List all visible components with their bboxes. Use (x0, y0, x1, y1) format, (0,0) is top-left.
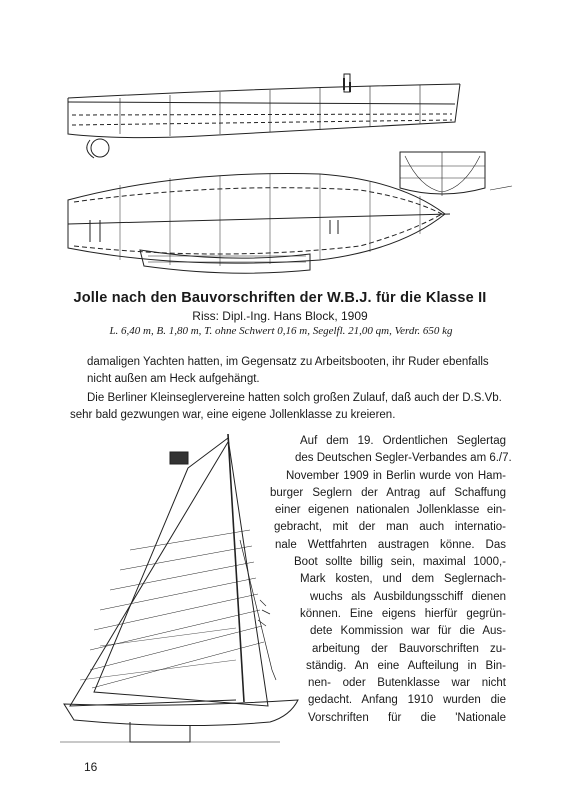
hull-lines-drawing (60, 70, 520, 285)
text-line: können. Eine eigens hierfür gegrün- (300, 607, 506, 620)
text-line: Mark kosten, und dem Seglernach- (300, 573, 506, 586)
text-line: einer eigenen nationalen Jollenklasse ein- (275, 504, 506, 517)
figure-title: Jolle nach den Bauvorschriften der W.B.J. für die Klasse II (73, 290, 487, 306)
text-line: dete Kommission war für die Aus- (310, 625, 506, 638)
text-line: arbeitung der Bauvorschriften zu- (312, 642, 506, 655)
figure-dimensions: L. 6,40 m, B. 1,80 m, T. ohne Schwert 0,16 m, Segelfl. 21,00 qm, Verdr. 650 kg (109, 325, 453, 337)
text-line: Auf dem 19. Ordentlichen Seglertag (300, 435, 506, 447)
paragraph-1: damaligen Yachten hatten, im Gegensatz zu Arbeitsbooten, ihr Ruder ebenfalls nicht außen am Heck aufgehängt. (87, 356, 489, 386)
text-line: ständig. An eine Aufteilung in Bin- (306, 659, 506, 672)
text-line: November 1909 in Berlin wurde von Ham- (286, 469, 506, 482)
text-line: Boot sollte billig sein, maximal 1000,- (294, 556, 506, 569)
text-line: gedacht. Anfang 1910 wurden die (308, 694, 506, 707)
text-line: nen- oder Butenklasse war nicht (308, 677, 506, 690)
figure-subtitle: Riss: Dipl.-Ing. Hans Block, 1909 (192, 309, 368, 323)
text-line: nale Wettfahrten austragen könne. Das (275, 538, 506, 551)
paragraph-3 (70, 433, 512, 727)
text-line: burger Seglern der Antrag auf Schaffung (270, 486, 506, 499)
text-line: gebracht, mit der man auch internatio- (274, 521, 506, 534)
paragraph-2: Die Berliner Kleinseglervereine hatten solch großen Zulauf, daß auch der D.S.Vb. sehr bald gezwungen war, eine eigene Jollenklasse zu kreieren. (70, 392, 502, 422)
text-line: Vorschriften für die 'Nationale (308, 711, 506, 724)
text-line: wuchs als Ausbildungsschiff dienen (310, 590, 506, 603)
text-line: des Deutschen Segler-Verbandes am 6./7. (295, 452, 512, 465)
page-number: 16 (84, 760, 98, 774)
